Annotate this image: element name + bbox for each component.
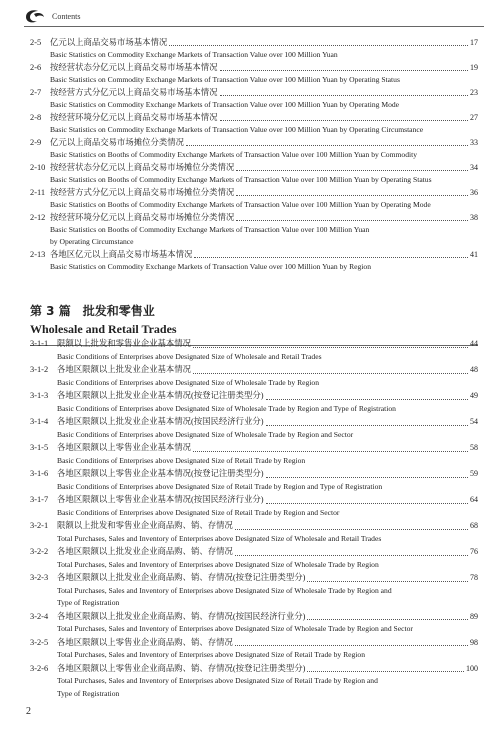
toc-dot-leader (266, 399, 468, 400)
toc-entry-number: 2-8 (30, 113, 42, 122)
toc-entry-title-en: Basic Conditions of Enterprises above Designated Size of Wholesale Trade by Region and Sector (57, 429, 354, 439)
toc-entry-page: 33 (470, 138, 478, 147)
toc-entry-page: 68 (470, 521, 478, 530)
toc-entry[interactable] (30, 441, 478, 467)
toc-entry-line (30, 493, 478, 507)
toc-entry[interactable] (30, 662, 478, 701)
toc-entry-title-en: Basic Conditions of Enterprises above Designated Size of Retail Trade by Region (57, 455, 306, 465)
toc-entry-title-en: Total Purchases, Sales and Inventory of Enterprises above Designated Size of Retail Trade by Region and (57, 676, 378, 685)
toc-entry-title-zh: 各地区限额以上批发业企业商品购、销、存情况(按国民经济行业分) (57, 611, 306, 621)
toc-entry-title-en: Type of Registration (57, 598, 120, 607)
toc-entry-page: 48 (470, 365, 478, 374)
toc-entry-number: 3-1-6 (30, 469, 49, 478)
toc-entry[interactable] (30, 493, 478, 519)
toc-entry-line (30, 161, 478, 174)
toc-entry-title-en: Basic Statistics on Booths of Commodity Exchange Markets of Transaction Value over 100 Million Yuan (50, 225, 370, 234)
toc-dot-leader (307, 619, 468, 620)
toc-dot-leader (193, 347, 468, 348)
toc-entry-number: 2-6 (30, 63, 42, 72)
toc-entry-line (30, 211, 478, 224)
toc-entry-title-zh: 各地区亿元以上商品交易市场基本情况 (50, 250, 193, 259)
toc-entry-page: 59 (470, 469, 478, 478)
toc-entry-number: 3-2-5 (30, 637, 49, 647)
toc-entry[interactable] (30, 36, 478, 61)
toc-entry[interactable] (30, 610, 478, 636)
toc-entry-line (30, 441, 478, 455)
toc-entry-title-zh: 各地区限额以上批发业企业商品购、销、存情况(按登记注册类型分) (57, 573, 306, 582)
toc-entry-title-en: Basic Statistics on Commodity Exchange Markets of Transaction Value over 100 Million Yuan (50, 50, 338, 59)
toc-entry-page: 41 (470, 250, 478, 259)
toc-entry-title-zh: 按经营环境分亿元以上商品交易市场摊位分类情况 (50, 213, 235, 222)
toc-entry[interactable] (30, 337, 478, 363)
toc-entry-title-en: Basic Conditions of Enterprises above Designated Size of Wholesale Trade by Region and Type of Registration (57, 403, 396, 413)
toc-entry-title-en: Basic Statistics on Booths of Commodity Exchange Markets of Transaction Value over 100 Million Yuan by Operating Mode (50, 200, 431, 209)
toc-entry-title-en: Basic Statistics on Commodity Exchange Markets of Transaction Value over 100 Million Yuan by Region (50, 262, 372, 271)
toc-entry[interactable] (30, 519, 478, 545)
page-number: 2 (26, 706, 31, 717)
toc-entry-line (30, 363, 478, 377)
toc-dot-leader (307, 581, 468, 582)
toc-entry-number: 2-12 (30, 213, 46, 222)
toc-entry-title-en: by Operating Circumstance (50, 237, 134, 246)
toc-entry-page: 23 (470, 88, 478, 97)
toc-dot-leader (193, 451, 468, 452)
toc-dot-leader (236, 170, 468, 171)
toc-dot-leader (194, 257, 468, 258)
toc-entry[interactable] (30, 467, 478, 493)
toc-entry-title-zh: 亿元以上商品交易市场基本情况 (50, 38, 168, 47)
toc-entry-line (30, 337, 478, 351)
toc-entry-title-zh: 限额以上批发和零售业企业基本情况 (57, 339, 191, 348)
toc-entry[interactable] (30, 636, 478, 662)
toc-entry[interactable] (30, 161, 478, 186)
toc-entry-title-zh: 各地区限额以上批发业企业基本情况 (57, 365, 191, 374)
toc-entry[interactable] (30, 86, 478, 111)
toc-entry-number: 3-1-1 (30, 339, 49, 348)
toc-dot-leader (220, 95, 469, 96)
toc-entry-title-zh: 按经营方式分亿元以上商品交易市场摊位分类情况 (50, 188, 235, 197)
toc-dot-leader (235, 529, 468, 530)
toc-entry-title-en: Total Purchases, Sales and Inventory of Enterprises above Designated Size of Wholesale Trade by Region and Sector (57, 624, 413, 633)
toc-entry-title-zh: 按经营状态分亿元以上商品交易市场基本情况 (50, 63, 218, 72)
toc-entry-title-en: Basic Statistics on Booths of Commodity Exchange Markets of Transaction Value over 100 Million Yuan by Commodity (50, 150, 418, 159)
toc-entry-page: 27 (470, 113, 478, 122)
toc-entry-title-en: Basic Statistics on Booths of Commodity Exchange Markets of Transaction Value over 100 Million Yuan by Operating Status (50, 175, 432, 184)
toc-entry[interactable] (30, 545, 478, 571)
toc-entry-page: 78 (470, 573, 478, 582)
toc-entry-number: 3-1-3 (30, 391, 49, 400)
toc-entry-title-zh: 按经营状态分亿元以上商品交易市场摊位分类情况 (50, 163, 235, 172)
toc-dot-leader (220, 120, 469, 121)
toc-entry-title-zh: 各地区限额以上零售业企业基本情况(按登记注册类型分) (57, 469, 264, 478)
toc-entry-title-zh: 限额以上批发和零售业企业商品购、销、存情况 (57, 521, 233, 530)
toc-list-part2 (30, 36, 478, 273)
logo-icon (24, 8, 46, 24)
toc-entry-line (30, 136, 478, 149)
toc-dot-leader (236, 195, 468, 196)
toc-entry-title-zh: 各地区限额以上批发业企业商品购、销、存情况 (57, 547, 233, 556)
toc-entry-line (30, 389, 478, 403)
toc-entry-number: 2-5 (30, 38, 42, 47)
toc-entry-page: 100 (466, 663, 478, 673)
toc-entry-line (30, 545, 478, 559)
toc-entry-number: 2-7 (30, 88, 42, 97)
toc-entry-number: 3-2-2 (30, 547, 49, 556)
toc-entry[interactable] (30, 111, 478, 136)
toc-dot-leader (266, 477, 468, 478)
toc-entry-number: 3-2-6 (30, 663, 49, 673)
toc-entry-title-zh: 各地区限额以上零售业企业基本情况(按国民经济行业分) (57, 495, 264, 504)
toc-entry-number: 3-2-3 (30, 573, 49, 582)
toc-entry-title-zh: 各地区限额以上零售业企业基本情况 (57, 443, 191, 452)
toc-entry-page: 49 (470, 391, 478, 400)
section-title-zh: 第 3 篇 批发和零售业 (30, 304, 155, 318)
toc-entry-title-zh: 各地区限额以上批发业企业基本情况(按国民经济行业分) (57, 417, 264, 426)
header-title: Contents (52, 12, 81, 21)
toc-entry[interactable] (30, 136, 478, 161)
toc-entry-title-en: Basic Statistics on Commodity Exchange Markets of Transaction Value over 100 Million Yuan by Operating Mode (50, 100, 400, 109)
toc-list-part3 (30, 337, 478, 700)
toc-entry-line (30, 36, 478, 49)
toc-dot-leader (307, 671, 464, 672)
toc-entry-title-zh: 按经营环境分亿元以上商品交易市场基本情况 (50, 113, 218, 122)
toc-entry-line (30, 248, 478, 261)
toc-entry-line (30, 610, 478, 624)
toc-dot-leader (266, 425, 468, 426)
toc-entry[interactable] (30, 571, 478, 610)
toc-entry-title-en: Basic Statistics on Commodity Exchange Markets of Transaction Value over 100 Million Yuan by Operating Status (50, 75, 400, 84)
toc-entry-number: 2-9 (30, 138, 42, 147)
toc-entry-number: 3-1-2 (30, 365, 49, 374)
toc-entry-title-en: Total Purchases, Sales and Inventory of Enterprises above Designated Size of Wholesale and Retail Trades (57, 533, 382, 543)
toc-entry-title-zh: 各地区限额以上零售业企业商品购、销、存情况 (57, 637, 233, 647)
toc-dot-leader (235, 555, 468, 556)
toc-dot-leader (193, 373, 468, 374)
toc-entry[interactable] (30, 61, 478, 86)
toc-entry-page: 19 (470, 63, 478, 72)
toc-entry-title-en: Basic Conditions of Enterprises above Designated Size of Retail Trade by Region and Sector (57, 507, 340, 517)
toc-dot-leader (186, 145, 468, 146)
toc-entry-line (30, 111, 478, 124)
toc-entry-title-en: Basic Conditions of Enterprises above Designated Size of Wholesale and Retail Trades (57, 351, 322, 361)
toc-entry-title-zh: 各地区限额以上零售业企业商品购、销、存情况(按登记注册类型分) (57, 663, 306, 673)
toc-entry-page: 64 (470, 495, 478, 504)
toc-entry[interactable] (30, 363, 478, 389)
toc-entry-number: 3-1-4 (30, 417, 49, 426)
toc-entry-number: 3-2-4 (30, 611, 49, 621)
toc-entry-number: 2-13 (30, 250, 46, 259)
section-title-en: Wholesale and Retail Trades (30, 322, 177, 336)
toc-dot-leader (235, 645, 468, 646)
toc-entry[interactable] (30, 186, 478, 211)
toc-entry-line (30, 61, 478, 74)
toc-entry-page: 76 (470, 547, 478, 556)
toc-entry-line (30, 571, 478, 585)
toc-dot-leader (220, 70, 469, 71)
toc-entry-page: 36 (470, 188, 478, 197)
toc-entry-number: 2-10 (30, 163, 46, 172)
toc-entry[interactable] (30, 415, 478, 441)
toc-dot-leader (236, 220, 468, 221)
toc-entry-title-zh: 各地区限额以上批发业企业基本情况(按登记注册类型分) (57, 391, 264, 400)
toc-entry-title-en: Type of Registration (57, 688, 120, 698)
toc-entry-page: 44 (470, 339, 478, 348)
toc-entry-title-en: Basic Conditions of Enterprises above Designated Size of Wholesale Trade by Region (57, 377, 320, 387)
toc-entry-line (30, 467, 478, 481)
toc-entry-page: 89 (470, 611, 478, 621)
toc-entry-line (30, 86, 478, 99)
toc-entry-page: 17 (470, 38, 478, 47)
toc-entry-page: 34 (470, 163, 478, 172)
toc-entry-title-en: Total Purchases, Sales and Inventory of Enterprises above Designated Size of Retail Trade by Region (57, 650, 365, 659)
toc-entry-title-zh: 按经营方式分亿元以上商品交易市场基本情况 (50, 88, 218, 97)
toc-entry-page: 54 (470, 417, 478, 426)
toc-entry-number: 3-2-1 (30, 521, 49, 530)
toc-entry-page: 38 (470, 213, 478, 222)
toc-entry-title-en: Total Purchases, Sales and Inventory of Enterprises above Designated Size of Wholesale Trade by Region (57, 559, 379, 569)
toc-entry-title-en: Total Purchases, Sales and Inventory of Enterprises above Designated Size of Wholesale Trade by Region and (57, 585, 392, 595)
toc-entry-page: 58 (470, 443, 478, 452)
toc-entry-number: 3-1-5 (30, 443, 49, 452)
toc-entry[interactable] (30, 211, 478, 248)
toc-entry-title-en: Basic Conditions of Enterprises above Designated Size of Retail Trade by Region and Type of Registration (57, 481, 383, 491)
toc-entry-line (30, 415, 478, 429)
toc-entry[interactable] (30, 389, 478, 415)
toc-entry-line (30, 636, 478, 650)
toc-entry-number: 2-11 (30, 188, 46, 197)
toc-entry-title-zh: 亿元以上商品交易市场摊位分类情况 (50, 138, 184, 147)
toc-entry-line (30, 186, 478, 199)
toc-dot-leader (266, 503, 468, 504)
toc-entry-line (30, 662, 478, 676)
page-header (24, 6, 484, 28)
toc-dot-leader (169, 45, 468, 46)
toc-entry[interactable] (30, 248, 478, 273)
header-rule (24, 26, 484, 27)
toc-entry-number: 3-1-7 (30, 495, 49, 504)
toc-entry-title-en: Basic Statistics on Commodity Exchange Markets of Transaction Value over 100 Million Yuan by Operating Circumstance (50, 125, 424, 134)
toc-entry-page: 98 (470, 637, 478, 647)
toc-entry-line (30, 519, 478, 533)
